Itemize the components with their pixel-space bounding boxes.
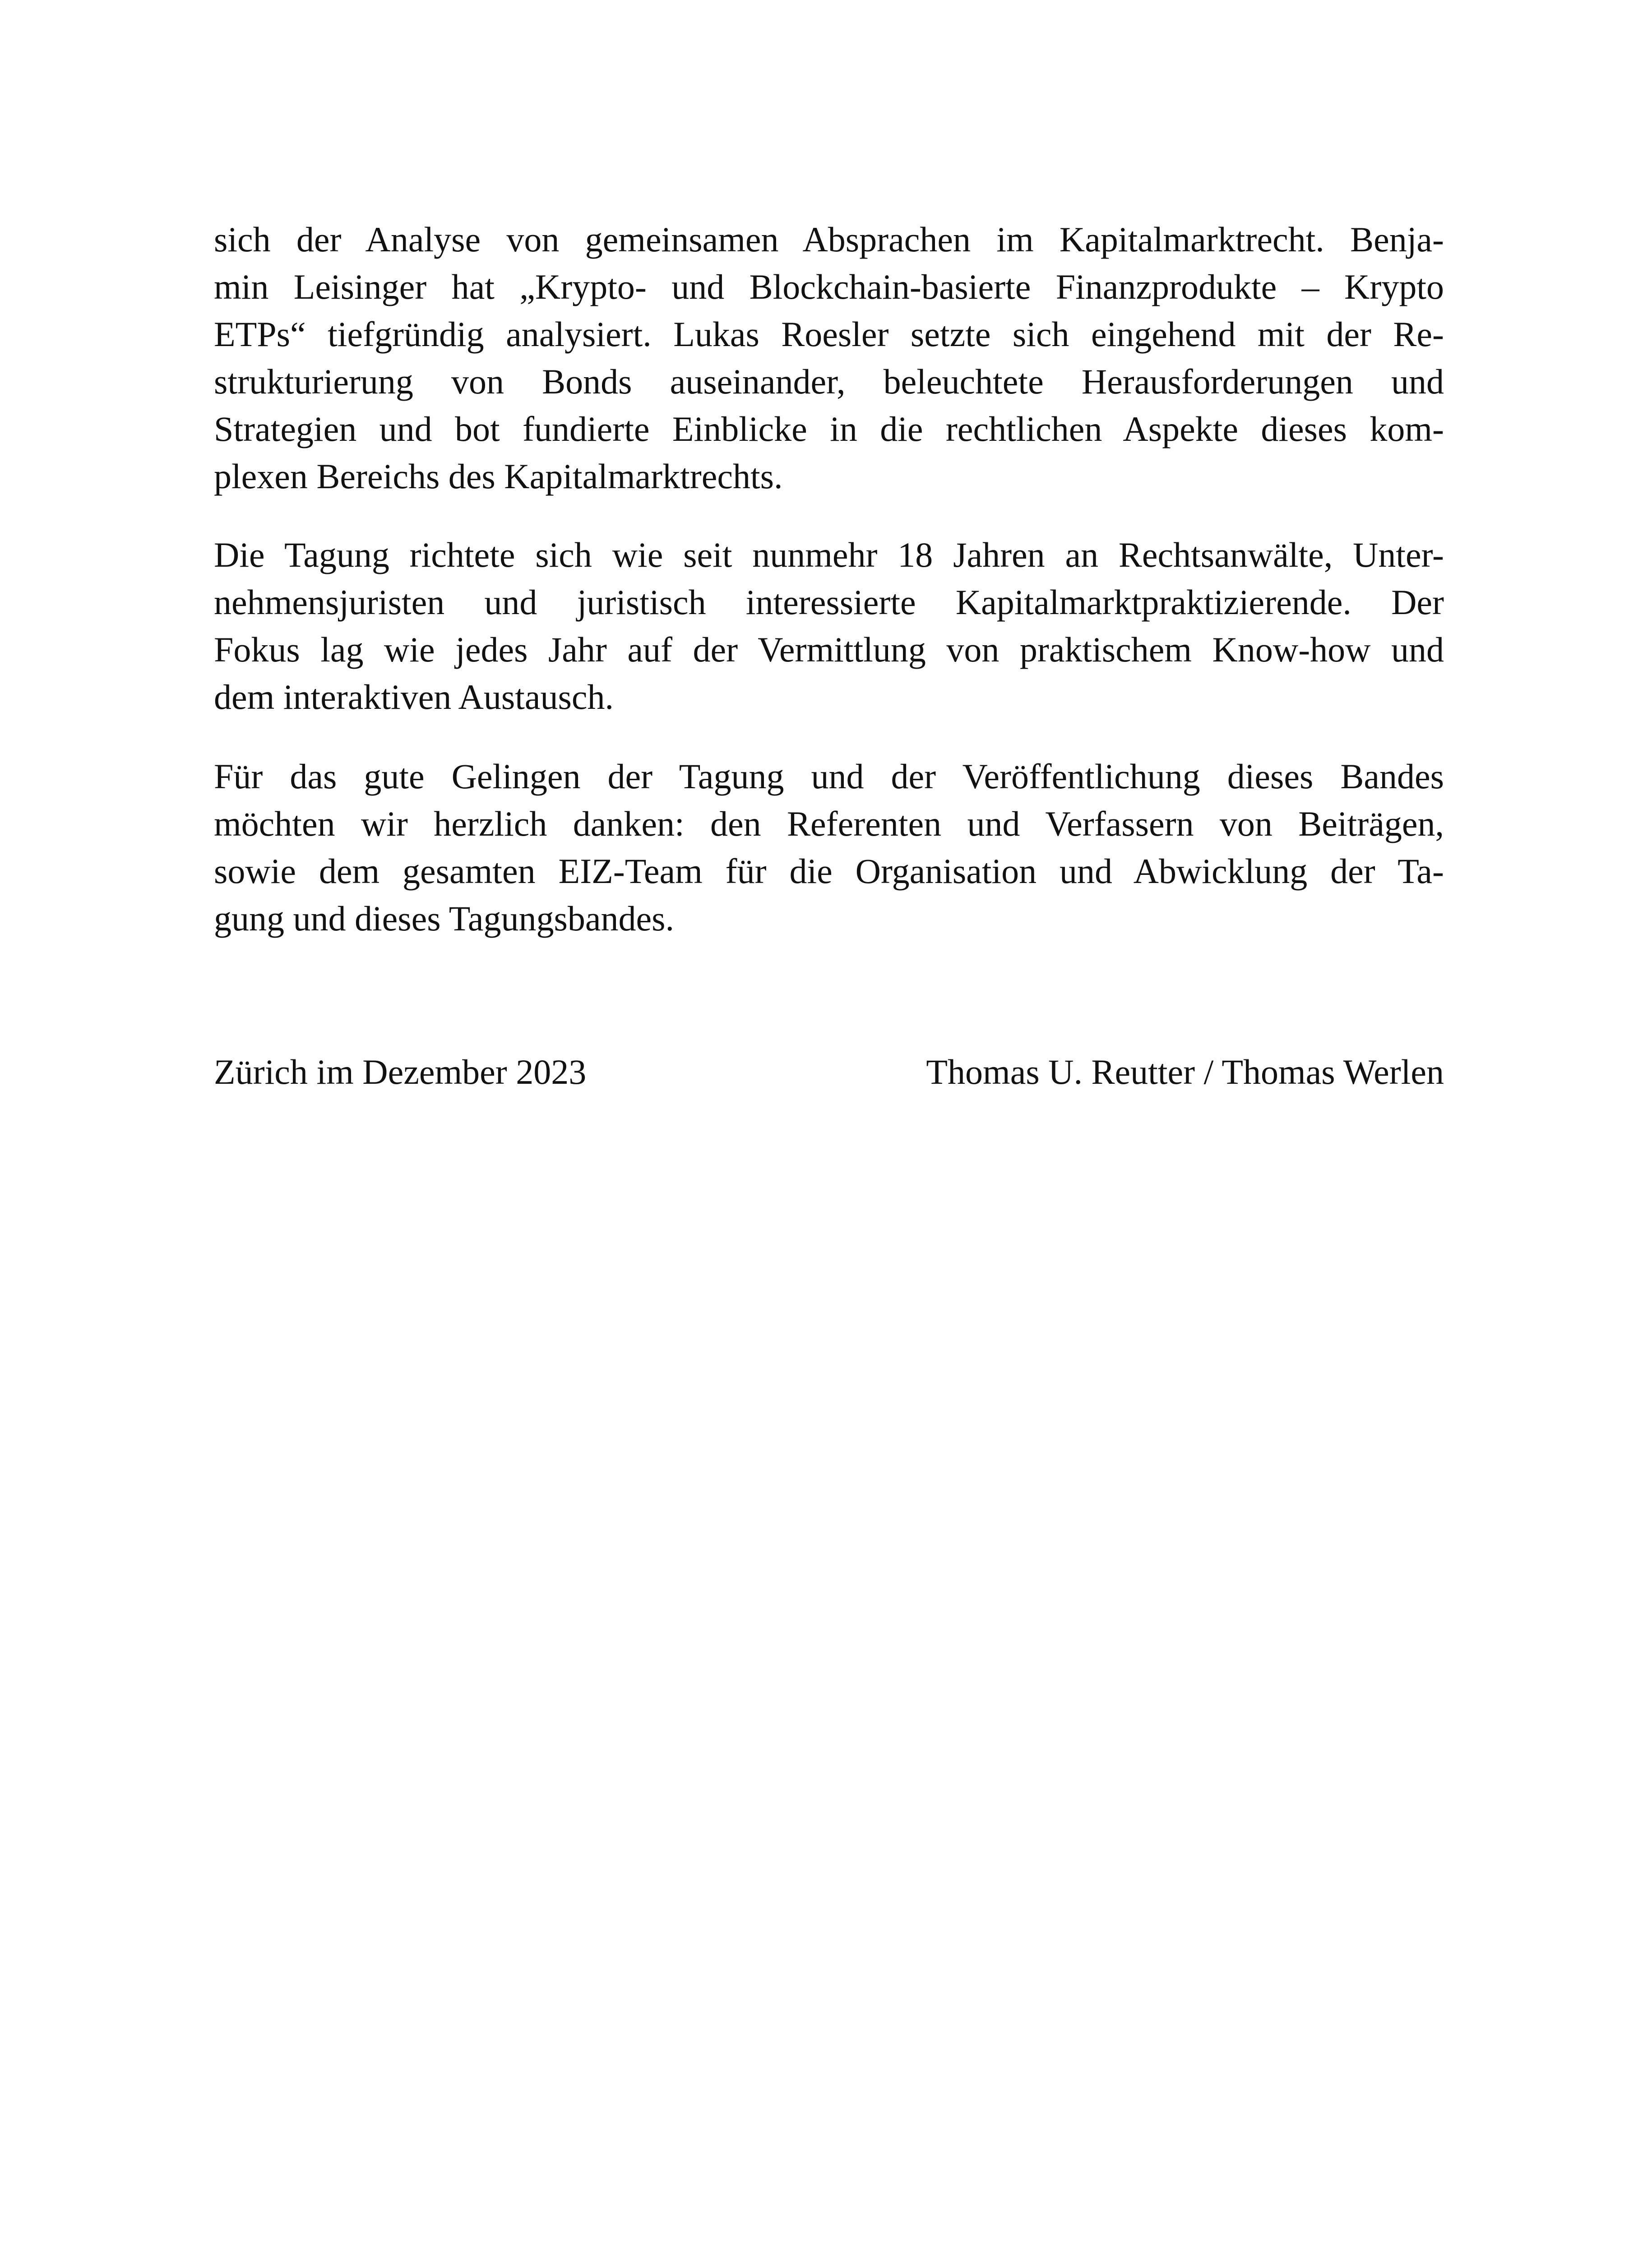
paragraph-2 (214, 531, 1444, 721)
paragraph-line: min Leisinger hat „Krypto- und Blockchain-basierte Finanzprodukte – Krypto (214, 267, 1444, 306)
paragraph-line: Die Tagung richtete sich wie seit nunmehr 18 Jahren an Rechtsanwälte, Unter- (214, 535, 1444, 574)
signature-row (214, 1048, 1444, 1096)
paragraph-line: Fokus lag wie jedes Jahr auf der Vermittlung von praktischem Know-how und (214, 630, 1444, 669)
paragraph-line: gung und dieses Tagungsbandes. (214, 899, 674, 938)
paragraph-1 (214, 216, 1444, 500)
paragraph-line: plexen Bereichs des Kapitalmarktrechts. (214, 457, 783, 496)
paragraph-line: möchten wir herzlich danken: den Referenten und Verfassern von Beiträgen, (214, 804, 1444, 843)
paragraph-line: dem interaktiven Austausch. (214, 677, 614, 717)
place-date: Zürich im Dezember 2023 (214, 1052, 587, 1091)
paragraph-line: nehmensjuristen und juristisch interessierte Kapitalmarktpraktizierende. Der (214, 582, 1444, 622)
paragraph-line: sich der Analyse von gemeinsamen Absprachen im Kapitalmarktrecht. Benja- (214, 220, 1444, 259)
paragraph-line: sowie dem gesamten EIZ-Team für die Organisation und Abwicklung der Ta- (214, 851, 1444, 891)
paragraph-line: strukturierung von Bonds auseinander, beleuchtete Herausforderungen und (214, 362, 1444, 401)
paragraph-line: Für das gute Gelingen der Tagung und der Veröffentlichung dieses Bandes (214, 757, 1444, 796)
paragraph-line: Strategien und bot fundierte Einblicke in die rechtlichen Aspekte dieses kom- (214, 409, 1444, 448)
authors: Thomas U. Reutter / Thomas Werlen (926, 1052, 1444, 1091)
paragraph-3 (214, 753, 1444, 942)
paragraph-line: ETPs“ tiefgründig analysiert. Lukas Roesler setzte sich eingehend mit der Re- (214, 314, 1444, 354)
